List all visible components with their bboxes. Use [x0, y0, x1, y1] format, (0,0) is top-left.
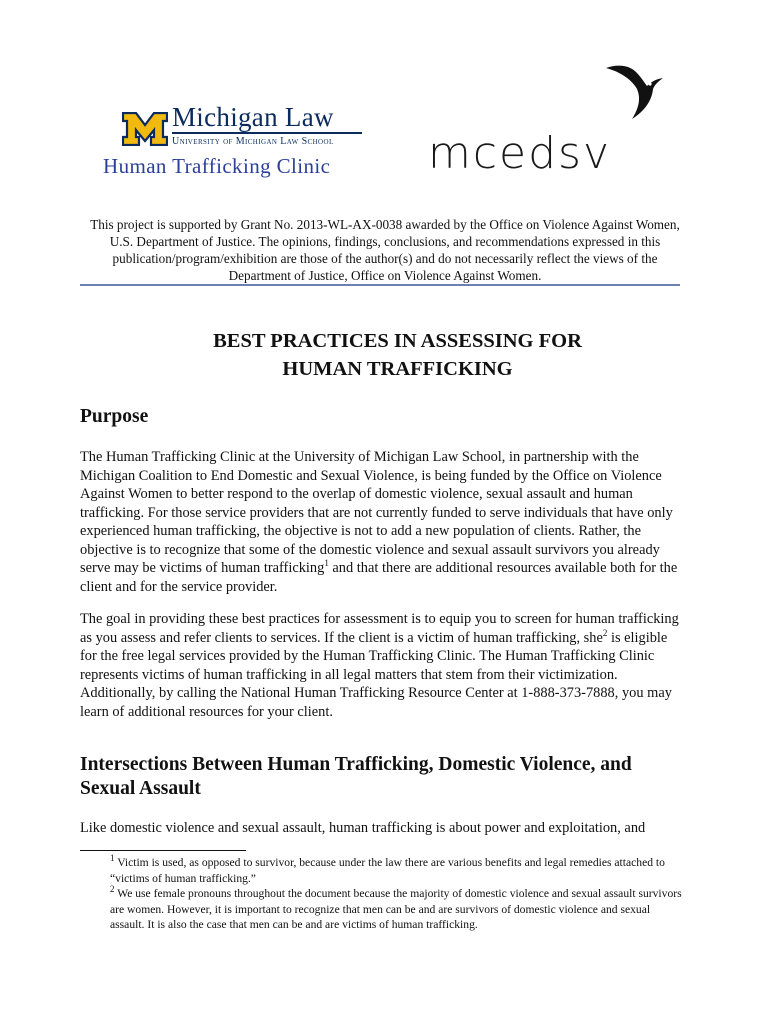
- footnote-ref-1[interactable]: 1: [324, 558, 329, 569]
- header-divider: [80, 284, 680, 286]
- grant-notice: This project is supported by Grant No. 2013-WL-AX-0038 awarded by the Office on Violence Against Women, U.S. Department of Justice. The opinions, findings, conclusions, and recommendations expressed in this publication/program/exhibition are those of the author(s) and do not necessarily reflect the views of the Department of Justice, Office on Violence Against Women.: [90, 217, 680, 283]
- document-title: [80, 327, 715, 383]
- michigan-law-logo: [100, 100, 380, 185]
- purpose-paragraph-1: [80, 448, 680, 596]
- michigan-law-subtitle: University of Michigan Law School: [172, 136, 334, 147]
- footnote-divider: [80, 850, 246, 851]
- section-heading-purpose: Purpose: [80, 406, 149, 427]
- footnote-1: [110, 855, 682, 886]
- logo-divider: [172, 132, 362, 134]
- block-m-icon: [122, 112, 168, 146]
- heading-line-2: Sexual Assault: [80, 778, 201, 799]
- footnote-text: We use female pronouns throughout the document because the majority of domestic violence and sexual assault survivors are women. However, it is important to recognize that men can be and are survivors of domestic violence and sexual assault. It is also the case that men can be and are victims of human trafficking.: [110, 887, 682, 931]
- bird-icon: [603, 62, 665, 122]
- paragraph-text: The Human Trafficking Clinic at the University of Michigan Law School, in partnership with the Michigan Coalition to End Domestic and Sexual Violence, is being funded by the Office on Violence Against Women to better respond to the overlap of domestic violence, sexual assault and human trafficking. For those service providers that are not currently funded to serve individuals that have only experienced human trafficking, the objective is not to add a new population of clients. Rather, the objective is to recognize that some of the domestic violence and sexual assault survivors you already serve may be victims of human trafficking: [80, 449, 673, 576]
- purpose-paragraph-2: [80, 610, 680, 721]
- section-heading-intersections: [80, 753, 632, 801]
- footnote-number-2: 2: [110, 884, 115, 895]
- michigan-law-title: Michigan Law: [172, 102, 334, 132]
- intersections-paragraph: Like domestic violence and sexual assault, human trafficking is about power and exploitation, and: [80, 820, 646, 836]
- footnote-text: Victim is used, as opposed to survivor, because under the law there are various benefits and legal remedies attached to “victims of human trafficking.”: [110, 856, 665, 885]
- title-line-1: BEST PRACTICES IN ASSESSING FOR: [213, 330, 582, 352]
- paragraph-text: is eligible for the free legal services provided by the Human Trafficking Clinic. The Human Trafficking Clinic represents victims of human trafficking in all legal matters that stem from their victimization. Additionally, by calling the National Human Trafficking Resource Center at 1-888-373-7888, you may learn of additional resources for your client.: [80, 629, 672, 720]
- footnote-ref-2[interactable]: 2: [602, 627, 608, 638]
- footnote-number-1: 1: [110, 853, 115, 864]
- heading-line-1: Intersections Between Human Trafficking, Domestic Violence, and: [80, 754, 632, 775]
- title-line-2: HUMAN TRAFFICKING: [282, 358, 513, 380]
- paragraph-text: The goal in providing these best practices for assessment is to equip you to screen for human trafficking as you assess and refer clients to services. If the client is a victim of human trafficking, she: [80, 611, 679, 646]
- footnote-2: [110, 886, 682, 933]
- mcedsv-logo: [425, 62, 670, 177]
- clinic-name: Human Trafficking Clinic: [103, 154, 331, 178]
- paragraph-text: and that there are additional resources available both for the client and for the service provider.: [80, 560, 678, 595]
- mcedsv-wordmark: mcedsv: [428, 128, 612, 179]
